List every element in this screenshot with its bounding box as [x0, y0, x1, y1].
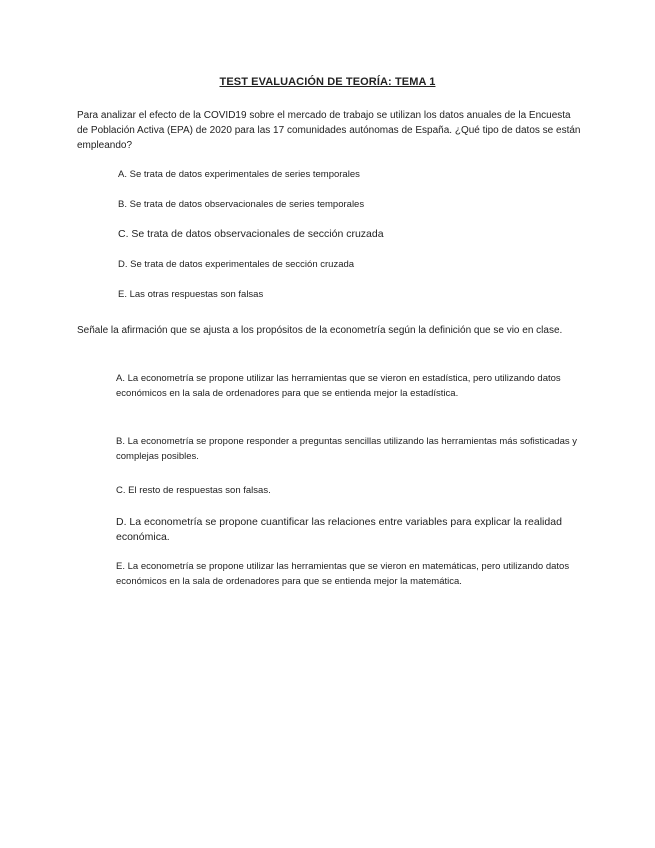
question-2-option-a: A. La econometría se propone utilizar las herramientas que se vieron en estadística, pero utilizando datos económicos en la sala de ordenadores para que se entienda mejor la estadística. — [116, 373, 561, 399]
question-1-option-a: A. Se trata de datos experimentales de series temporales — [118, 169, 360, 180]
question-1-option-b: B. Se trata de datos observacionales de series temporales — [118, 199, 365, 210]
question-2-option-c: C. El resto de respuestas son falsas. — [116, 485, 271, 496]
page-title: TEST EVALUACIÓN DE TEORÍA: TEMA 1 — [219, 76, 436, 88]
question-1-text: Para analizar el efecto de la COVID19 sobre el mercado de trabajo se utilizan los datos anuales de la Encuesta de Población Activa (EPA) de 2020 para las 17 comunidades autónomas de España. ¿Qué tipo de datos se están empleando? — [77, 110, 581, 151]
question-1-option-c: C. Se trata de datos observacionales de sección cruzada — [118, 228, 384, 240]
question-2-option-e: E. La econometría se propone utilizar las herramientas que se vieron en matemáticas, pero utilizando datos económicos en la sala de ordenadores para que se entienda mejor la matemática. — [116, 561, 570, 587]
question-2-option-d: D. La econometría se propone cuantificar las relaciones entre variables para explicar la realidad económica. — [116, 516, 562, 543]
question-1-option-d: D. Se trata de datos experimentales de sección cruzada — [118, 259, 355, 270]
question-1-option-e: E. Las otras respuestas son falsas — [118, 289, 264, 300]
question-2-option-b: B. La econometría se propone responder a preguntas sencillas utilizando las herramientas más sofisticadas y complejas posibles. — [116, 436, 578, 462]
question-2-text: Señale la afirmación que se ajusta a los propósitos de la econometría según la definición que se vio en clase. — [77, 325, 563, 336]
